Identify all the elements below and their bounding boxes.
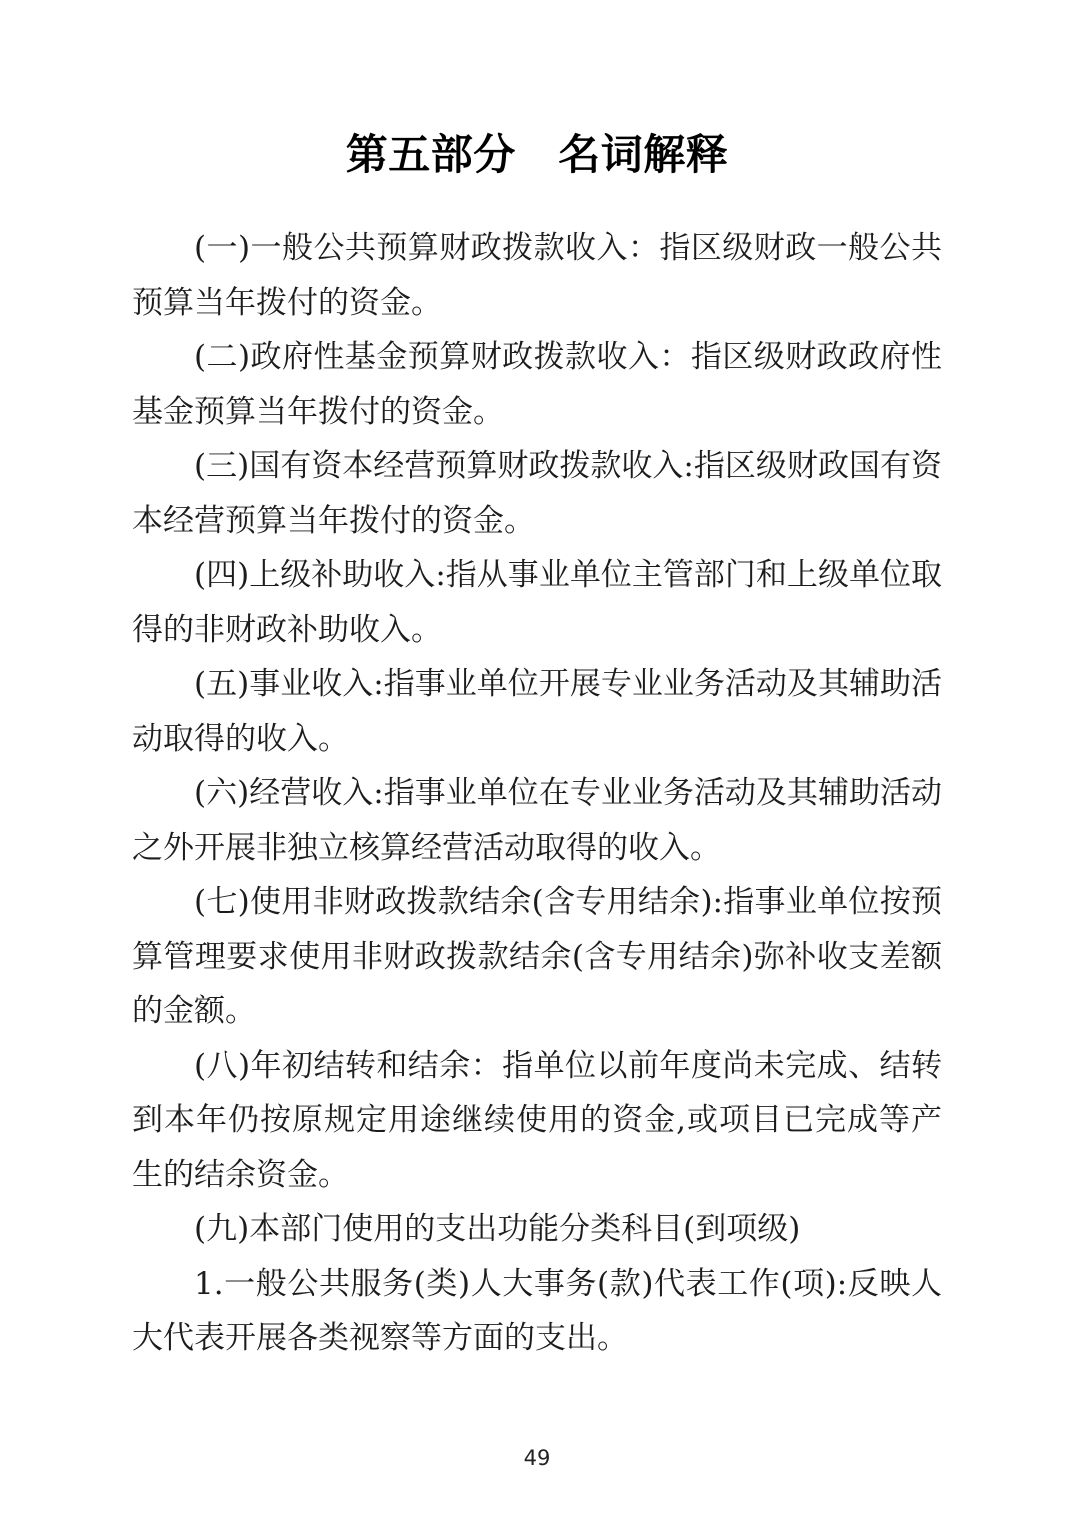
paragraph-term-4: (四)上级补助收入:指从事业单位主管部门和上级单位取得的非财政补助收入。 xyxy=(132,557,942,648)
paragraph-term-6: (六)经营收入:指事业单位在专业业务活动及其辅助活动之外开展非独立核算经营活动取得的收入。 xyxy=(132,775,942,866)
paragraph-term-5: (五)事业收入:指事业单位开展专业业务活动及其辅助活动取得的收入。 xyxy=(132,666,942,757)
paragraph-term-1: (一)一般公共预算财政拨款收入：指区级财政一般公共预算当年拨付的资金。 xyxy=(132,230,942,321)
page-number: 49 xyxy=(523,1446,551,1470)
paragraph-term-3: (三)国有资本经营预算财政拨款收入:指区级财政国有资本经营预算当年拨付的资金。 xyxy=(132,448,942,539)
document-body xyxy=(132,221,942,1366)
page-title: 第五部分 名词解释 xyxy=(345,130,729,179)
paragraph-subitem-1: 1.一般公共服务(类)人大事务(款)代表工作(项):反映人大代表开展各类视察等方面的支出。 xyxy=(132,1265,942,1356)
paragraph-term-7: (七)使用非财政拨款结余(含专用结余):指事业单位按预算管理要求使用非财政拨款结余(含专用结余)弥补收支差额的金额。 xyxy=(132,884,942,1029)
paragraph-term-8: (八)年初结转和结余：指单位以前年度尚未完成、结转到本年仍按原规定用途继续使用的资金,或项目已完成等产生的结余资金。 xyxy=(132,1047,942,1193)
paragraph-term-2: (二)政府性基金预算财政拨款收入：指区级财政政府性基金预算当年拨付的资金。 xyxy=(132,339,942,430)
paragraph-term-9: (九)本部门使用的支出功能分类科目(到项级) xyxy=(194,1211,801,1247)
